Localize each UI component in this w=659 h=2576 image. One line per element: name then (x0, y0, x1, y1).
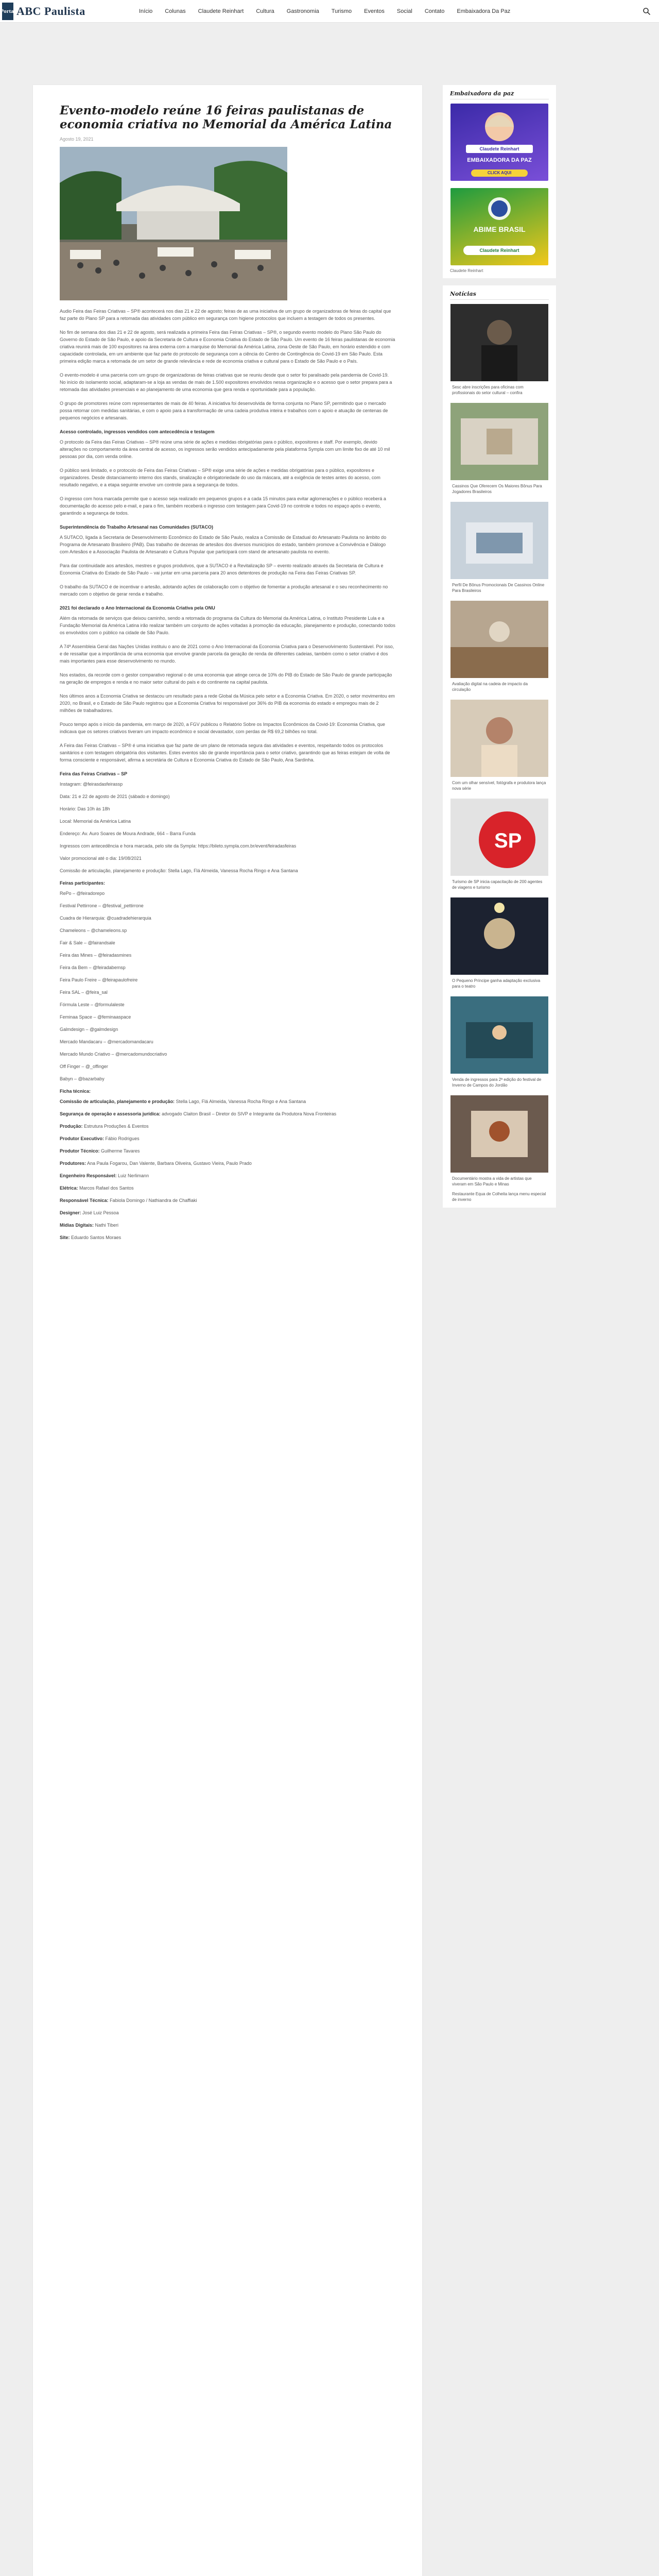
news-title[interactable]: Sesc abre inscrições para oficinas com profissionais do setor cultural – confira (452, 385, 524, 395)
credit-key: Segurança de operação e assessoria jurídica: (60, 1111, 161, 1116)
nav-item-social[interactable]: Social (396, 8, 412, 14)
service-heading: Feira das Feiras Criativas – SP (60, 771, 128, 776)
credit-key: Responsável Técnica: (60, 1198, 109, 1203)
credit-key: Comissão de articulação, planejamento e produção: (60, 1099, 175, 1104)
banner-cta: CLICK AQUI (487, 171, 512, 175)
article (60, 104, 395, 1246)
credit-item (60, 1135, 395, 1142)
nav-item-cultura[interactable]: Cultura (256, 8, 274, 14)
news-thumbnail[interactable] (450, 996, 548, 1074)
news-title[interactable]: Cassinos Que Oferecem Os Maiores Bônus Para Jogadores Brasileiros (452, 484, 542, 494)
logo-mark: Portal (2, 3, 13, 20)
news-item[interactable] (450, 502, 549, 594)
hero-photo (60, 147, 287, 300)
credit-item (60, 1197, 395, 1204)
news-thumbnail-graphic (450, 700, 548, 777)
service-item: Valor promocional até o dia: 19/08/2021 (60, 856, 142, 861)
article-paragraph: No fim de semana dos dias 21 e 22 de agosto, será realizada a primeira Feira das Feiras Criativas – SP®, o segundo evento modelo do Plano São Paulo do Governo do Estado de São Paulo, e apoio da Secretaria de Cultura e Economia Criativa do Estado de São Paulo. Um evento de 16 feiras paulistanas de economia criativa reunirá mais de 100 expositores na área externa com a marquise do Memorial da América Latina, zona Oeste de São Paulo, em horário estendido e com capacidade controlada, em um ambiente que faz parte do protocolo de segurança com a ciência do Centro de Contingência do Covid-19 em São Paulo. Esta primeira edição marca a retomada de um setor de grande relevância e rede de economia criativa e cultural para o Estado de São Paulo e o País. (60, 330, 395, 364)
service-item: Data: 21 e 22 de agosto de 2021 (sábado e domingo) (60, 794, 170, 799)
banner-line1: ABIME BRASIL (473, 225, 526, 233)
credit-key: Produtor Executivo: (60, 1136, 105, 1141)
participant-item: Mercado Mandacaru – @mercadomandacaru (60, 1039, 153, 1044)
participants-list (60, 890, 395, 1082)
credit-value: advogado Claiton Brasil – Diretor do SIVP e Integrante da Produtora Nova Fronteiras (162, 1111, 337, 1116)
widget-title: Notícias (450, 291, 549, 300)
news-thumbnail[interactable] (450, 1095, 548, 1173)
service-item: Endereço: Av. Auro Soares de Moura Andrade, 664 – Barra Funda (60, 831, 196, 836)
article-paragraph: A Feira das Feiras Criativas – SP® é uma iniciativa que faz parte de um plano de retomada segura das atividades e eventos, respeitando todos os protocolos sanitários e com testagem obrigatória dos visitantes. Estes eventos são de grande importância para o setor criativo, garantindo que as feiras estejam de volta de forma consciente e responsável, afirma a secretária de Cultura e Economia Criativa do Estado de São Paulo, Ana Sardinha. (60, 743, 390, 762)
service-item: Local: Memorial da América Latina (60, 819, 131, 824)
news-widget (443, 285, 556, 1208)
memorial-photo (60, 147, 287, 300)
credit-value: José Luiz Pessoa (82, 1210, 119, 1215)
news-thumbnail-graphic (450, 1095, 548, 1173)
news-title[interactable]: Avaliação digital na cadeia de impacto da circulação (452, 682, 528, 692)
news-item[interactable] (450, 996, 549, 1088)
participant-item: Mercado Mundo Criativo – @mercadomundocriativo (60, 1052, 167, 1057)
article-paragraph: Além da retomada de serviços que deixou caminho, sendo a retomada do programa da Cultura do Memorial da América Latina, o Instituto Presidente Lula e a Fundação Memorial da América Latina irão realizar também um conjunto de ações voltadas à promoção da educação, planejamento e produção, conectando todos os envolvidos com o público na cidade de São Paulo. (60, 616, 395, 635)
article-paragraph: Audio Feira das Feiras Criativas – SP® acontecerá nos dias 21 e 22 de agosto; feiras de as uma iniciativa de um grupo de organizadoras de feiras do capital que faz parte do Plano SP para a retomada das atividades com público em segurança com higiene protocolos que incluem a testagem de todos os presentes. (60, 309, 391, 321)
credit-key: Produtor Técnico: (60, 1148, 100, 1154)
credit-value: Nathi Tiberi (95, 1223, 119, 1228)
participant-item: Feira Paulo Freire – @feirapaulofreire (60, 977, 138, 982)
news-thumbnail[interactable] (450, 897, 548, 975)
search-icon[interactable] (643, 7, 651, 15)
peace-widget (443, 85, 556, 278)
news-title[interactable]: O Pequeno Príncipe ganha adaptação exclusiva para o teatro (452, 978, 541, 989)
service-item: Instagram: @feirasdasfeirassp (60, 782, 123, 787)
participant-item: Feira SAL – @feira_sal (60, 990, 108, 995)
credit-item (60, 1160, 395, 1167)
article-paragraph: A SUTACO, ligada à Secretaria de Desenvolvimento Econômico do Estado de São Paulo, realiza a Comissão de Estadual do Artesanato Paulista no âmbito do Programa de Artesanato Brasileiro (PAB). Das trabalho de dezenas de artesãos dos diversos municípios do estado, também promove a Convivência e Diálogo com Artesãos e a Associação Paulista de Artesanato e Cultura Popular que participará com stand de artesanato paulista no evento. (60, 535, 387, 554)
nav-item-turismo[interactable]: Turismo (331, 8, 352, 14)
news-thumbnail-graphic (450, 799, 548, 876)
article-paragraph: Pouco tempo após o início da pandemia, em março de 2020, a FGV publicou o Relatório Sobre os Impactos Econômicos da Covid-19: Economia Criativa, que indicava que os setores criativos tiveram um impacto econômico e social devastador, com perdas de R$ 69,2 bilhões no total. (60, 722, 385, 734)
section-heading: Superintendência do Trabalho Artesanal nas Comunidades (SUTACO) (60, 524, 214, 530)
article-title: Evento-modelo reúne 16 feiras paulistanas de economia criativa no Memorial da América Latina (60, 104, 392, 131)
banner-line1: EMBAIXADORA DA PAZ (467, 157, 532, 163)
logo-text: ABC Paulista (16, 5, 85, 18)
participant-item: Fórmula Leste – @formulaleste (60, 1002, 125, 1007)
credit-item (60, 1209, 395, 1216)
article-paragraph: Nos estados, da recorde com o gestor comparativo regional o de uma economia que atinge cerca de 10% do PIB do Estado de São Paulo de grande participação na geração de empregos e renda e no maior setor cultural do país e do continente na capital paulista. (60, 672, 392, 685)
news-item[interactable] (450, 897, 549, 989)
article-date: Agosto 19, 2021 (60, 137, 94, 142)
participant-item: Cuadra de Hierarquia: @cuadradehierarquia (60, 916, 151, 921)
news-title[interactable]: Venda de ingressos para 2ª edição do festival de Inverno de Campos do Jordão (452, 1077, 542, 1088)
credit-key: Site: (60, 1235, 70, 1240)
news-thumbnail-graphic (450, 897, 548, 975)
credits-heading: Ficha técnica: (60, 1089, 91, 1094)
article-paragraph: O ingresso com hora marcada permite que o acesso seja realizado em pequenos grupos e a cada 15 minutos para evitar aglomerações e o público receberá a documentação do acesso pelo e-mail, e para o fim, também receberá o ingresso com testagem para Covid-19 no controle e todos no espaço após o evento, garantindo a segurança de todos. (60, 496, 386, 516)
banner-name: Claudete Reinhart (479, 146, 519, 151)
svg-text:SP: SP (494, 829, 522, 852)
participant-item: Feminaa Space – @feminaaspace (60, 1014, 131, 1020)
credits-list (60, 1098, 395, 1241)
credit-value: Luiz Nerlimann (118, 1173, 149, 1178)
site-logo[interactable] (2, 2, 85, 21)
credit-value: Eduardo Santos Moraes (71, 1235, 122, 1240)
widget-title: Embaixadora da paz (450, 90, 549, 99)
news-title[interactable]: Com um olhar sensível, fotógrafa e produtora lança nova série (452, 781, 546, 791)
news-item[interactable] (450, 304, 549, 396)
abime-banner[interactable] (450, 188, 548, 265)
credit-key: Engenheiro Responsável: (60, 1173, 117, 1178)
credit-key: Produtores: (60, 1161, 86, 1166)
participant-item: Babyn – @bazarbaby (60, 1076, 105, 1081)
banner-name: Claudete Reinhart (479, 248, 519, 253)
news-thumbnail[interactable] (450, 799, 548, 876)
credit-item (60, 1147, 395, 1155)
news-item[interactable] (450, 1095, 549, 1187)
article-paragraph: O protocolo da Feira das Feiras Criativas – SP® reúne uma série de ações e medidas obrigatórias para o público, expositores e staff. Por exemplo, devido alterações no comportamento da área central de acesso, os ingressos serão vendidos antecipadamente pela plataforma Sympla com um limite fixo de até 10 mil pessoas por dia, com venda online. (60, 439, 390, 459)
nav-item-embaixadora[interactable]: Embaixadora Da Paz (457, 8, 511, 14)
credit-item (60, 1098, 395, 1105)
credit-item (60, 1234, 395, 1241)
nav-item-inicio[interactable]: Início (139, 8, 153, 14)
news-thumbnail[interactable] (450, 502, 548, 579)
news-title[interactable]: Restaurante Equa de Colheita lança menu especial de inverno (452, 1192, 546, 1202)
article-paragraph: O grupo de promotores reúne com representantes de mais de 40 feiras. A iniciativa foi desenvolvida de forma conjunta no Plano SP, permitindo que o mercado possa retornar com medidas sanitárias, e com o apoio para a transformação de uma cadeia produtiva inteira e trabalhos com o apoio e atuação de centenas de pequenos negócios e artesanais. (60, 401, 388, 420)
service-item[interactable]: Ingressos com antecedência e hora marcada, pelo site da Sympla: https://bileto.sympla.com.br/event/feiradasfeiras (60, 843, 297, 849)
participant-item: Off Finger – @_offinger (60, 1064, 108, 1069)
credit-key: Elétrica: (60, 1185, 78, 1191)
banner-caption: Claudete Reinhart (450, 268, 483, 273)
news-thumbnail-graphic (450, 996, 548, 1074)
service-item: Comissão de articulação, planejamento e produção: Stella Lago, Flá Almeida, Vanessa Rocha Ringo e Ana Santana (60, 868, 298, 873)
credit-value: Fabiola Domingo / Nathiandra de Chaffiaki (110, 1198, 197, 1203)
nav-item-eventos[interactable]: Eventos (364, 8, 385, 14)
news-thumbnail-graphic (450, 403, 548, 480)
nav-item-colunas[interactable]: Colunas (165, 8, 186, 14)
article-paragraph: A 74ª Assembleia Geral das Nações Unidas instituiu o ano de 2021 como o Ano Internacional da Economia Criativa para o Desenvolvimento Sustentável. Por isso, e de ressaltar que a importância de uma economia que envolve grande parcela da geração de renda de diferentes cadeias, também como o setor criativo é dos mais importantes para esse desenvolvimento no mundo. (60, 644, 394, 664)
article-paragraph: Para dar continuidade aos artesãos, mestres e grupos produtivos, que a SUTACO é a Revitalização SP – evento realizado através da Secretaria de Cultura e Economia Criativa do Estado de São Paulo – vai juntar em uma parceria para 20 anos detentores de produção na Feira das Feiras Criativas SP. (60, 563, 384, 575)
participant-item: Feira das Mines – @feiradasmines (60, 953, 132, 958)
news-item[interactable] (450, 799, 549, 890)
news-title[interactable]: Documentário mostra a vida de artistas que viveram em São Paulo e Minas (452, 1176, 532, 1187)
embaixadora-banner[interactable] (450, 104, 548, 181)
news-title[interactable]: Turismo de SP inicia capacitação de 200 agentes de viagens e turismo (452, 879, 543, 890)
article-body (60, 308, 395, 1241)
news-thumbnail[interactable] (450, 304, 548, 381)
participants-heading: Feiras participantes: (60, 880, 106, 886)
participant-item: Festival Pettirrone – @festival_pettirrone (60, 903, 144, 908)
service-item: Horário: Das 10h às 18h (60, 806, 110, 811)
article-paragraph: O público será limitado, e o protocolo de Feira das Feiras Criativas – SP® exige uma série de ações e medidas obrigatórias para o público, expositores e organizadores. Desde distanciamento interno dos stands, sinalização e obrigatoriedade do uso da máscara, até a exigência de testes antes do acesso, com resultado negativo, e a etapa seguinte envolve um controle para a segurança de todos. (60, 468, 380, 487)
top-navigation (0, 0, 659, 23)
article-card (33, 85, 422, 2576)
news-title[interactable]: Perfil De Bônus Promocionais De Cassinos Online Para Brasileiros (452, 583, 545, 593)
news-thumbnail-graphic (450, 601, 548, 678)
article-paragraph: O evento-modelo é uma parceria com um grupo de organizadoras de feiras criativas que se reuniu desde que o setor foi paralisado pela pandemia de Covid-19. No início do isolamento social, adaptaram-se a loja as vendas de mais de 1.500 expositores envolvidos nessa organização e o acesso que o setor prepara para a retomada das atividades presenciais e ao planejamento de uma economia que gera renda e oportunidade para a população. (60, 372, 392, 392)
section-heading: Acesso controlado, ingressos vendidos com antecedência e testagem (60, 429, 215, 434)
article-paragraph: O trabalho da SUTACO é de incentivar o artesão, adotando ações de colaboração com o objetivo de fomentar a produção artesanal e o seu reconhecimento no mercado com o objetivo de gerar renda e trabalho. (60, 584, 388, 597)
credit-key: Produção: (60, 1124, 83, 1129)
participant-item: Chameleons – @chameleons.sp (60, 928, 127, 933)
credit-key: Mídias Digitais: (60, 1223, 94, 1228)
credit-value: Marcos Rafael dos Santos (79, 1185, 134, 1191)
credit-item (60, 1110, 395, 1117)
credit-value: Stella Lago, Flá Almeida, Vanessa Rocha Ringo e Ana Santana (176, 1099, 306, 1104)
credit-item (60, 1172, 395, 1179)
news-item[interactable] (450, 601, 549, 692)
participant-item: Feira da Bem – @feiradabemsp (60, 965, 126, 970)
credit-value: Ana Paula Fogarou, Dan Valente, Barbara Oliveira, Gustavo Vieira, Paulo Prado (87, 1161, 252, 1166)
participant-item: RePo – @feiradorepo (60, 891, 105, 896)
credit-value: Estrutura Produções & Eventos (84, 1124, 149, 1129)
banner-graphic (450, 104, 548, 181)
main-nav (139, 0, 510, 23)
nav-item-contato[interactable]: Contato (424, 8, 445, 14)
news-thumbnail-graphic (450, 304, 548, 381)
news-thumbnail[interactable] (450, 700, 548, 777)
news-thumbnail[interactable] (450, 601, 548, 678)
credit-value: Guilherme Tavares (101, 1148, 140, 1154)
sidebar (443, 85, 556, 1215)
news-thumbnail[interactable] (450, 403, 548, 480)
news-thumbnail-graphic (450, 502, 548, 579)
section-heading: 2021 foi declarado o Ano Internacional da Economia Criativa pela ONU (60, 605, 215, 611)
credit-key: Designer: (60, 1210, 81, 1215)
participant-item: Galmdesign – @galmdesign (60, 1027, 118, 1032)
participant-item: Fair & Sale – @fairandsale (60, 940, 115, 945)
credit-value: Fábio Rodrigues (105, 1136, 140, 1141)
news-item[interactable] (450, 403, 549, 495)
credit-item (60, 1222, 395, 1229)
nav-item-claudete[interactable]: Claudete Reinhart (198, 8, 244, 14)
article-paragraph: Nos últimos anos a Economia Criativa se destacou um resultado para a rede Global da Música pelo setor e a Economia Criativa. Em 2020, o setor movimentou em 2020, no Brasil, e o Estado de São Paulo registrou que a Economia Criativa foi responsável por 36% do PIB da economia do estado e empregou mais de 2 milhões de trabalhadores. (60, 693, 395, 713)
credit-item (60, 1123, 395, 1130)
service-list (60, 781, 395, 874)
credit-item (60, 1184, 395, 1192)
news-item[interactable] (450, 700, 549, 791)
nav-item-gastronomia[interactable]: Gastronomia (286, 8, 319, 14)
